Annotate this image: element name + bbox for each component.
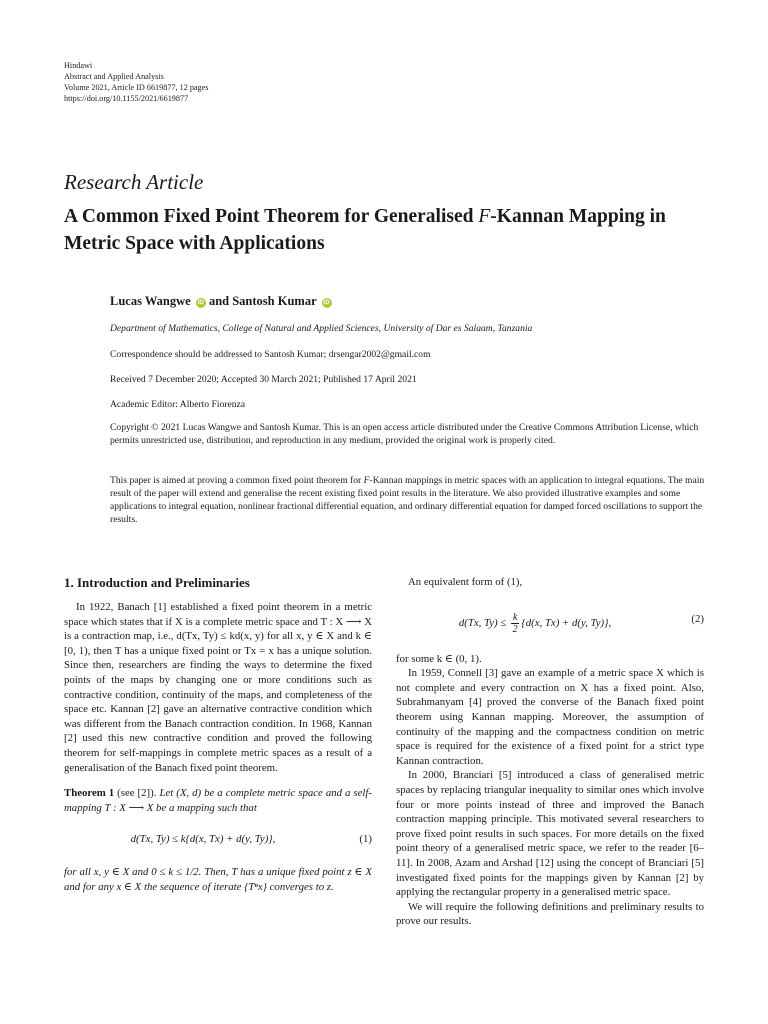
equation-2 [396, 596, 704, 646]
abstract-text-1: This paper is aimed at proving a common fixed point theorem for [110, 475, 364, 486]
author-1[interactable]: Lucas Wangwe [110, 294, 191, 308]
equation-2-rhs: {d(x, Tx) + d(y, Ty)}, [521, 616, 612, 629]
title-part-1: A Common Fixed Point Theorem for Generalised [64, 206, 479, 227]
paragraph-connell: In 1959, Connell [3] gave an example of a metric space X which is not complete and every contraction on X has a fixed point. Also, Subrahmanyam [4] proved the converse of the Banach fixed point theorem using Kannan mapping. Moreover, the assumption of continuity of the mapping and the compactness condition on metric space is required for the existence of a fixed point for a strict type Kannan contraction. [396, 667, 704, 767]
right-column [396, 575, 704, 929]
title-italic: F [478, 206, 491, 227]
author-list [110, 294, 332, 309]
equation-1-expr: d(Tx, Ty) ≤ k{d(x, Tx) + d(y, Ty)}, [130, 833, 276, 846]
article-title [64, 203, 704, 257]
abstract-italic: F [363, 475, 370, 486]
copyright-notice: Copyright © 2021 Lucas Wangwe and Santosh Kumar. This is an open access article distributed under the Creative Commons Attribution License, which permits unrestricted use, distribution, and reproduction in any medium, provided the original work is properly cited. [110, 422, 699, 446]
author-2[interactable]: Santosh Kumar [232, 294, 317, 308]
equation-2-number: (2) [691, 612, 704, 625]
equivalent-form-text: An equivalent form of (1), [408, 576, 523, 588]
author-connector: and [208, 294, 233, 308]
theorem-cite: (see [2]). [114, 787, 160, 800]
theorem-1 [64, 786, 372, 815]
paragraph-definitions: We will require the following definitions and preliminary results to prove our results. [396, 900, 704, 928]
for-some-text: for some k ∈ (0, 1). [396, 652, 482, 665]
journal-header [64, 60, 208, 104]
publisher-name: Hindawi [64, 61, 93, 70]
abstract [110, 474, 706, 526]
article-type: Research Article [64, 170, 204, 194]
equation-1-number: (1) [359, 833, 372, 846]
fraction-numerator: k [512, 611, 518, 623]
academic-editor: Academic Editor: Alberto Fiorenza [110, 399, 246, 410]
fraction-denominator: 2 [512, 623, 518, 635]
orcid-icon[interactable]: iD [323, 300, 330, 306]
doi-link[interactable]: https://doi.org/10.1155/2021/6619877 [64, 94, 189, 103]
equation-1 [64, 821, 372, 859]
equation-2-fraction [511, 612, 519, 635]
intro-paragraph: In 1922, Banach [1] established a fixed point theorem in a metric space which states that if X is a complete metric space and T : X ⟶ X is a contraction map, i.e., d(Tx, Ty) ≤ kd(x, y) for all x, y ∈ X and k ∈ [0, 1), then T has a unique fixed point or Tx = x has a unique solution. Since then, researchers are finding the ways to determine the fixed points of the maps by changing one or more conditions such as contractive condition, continuity of the maps, and completeness of the space etc. Kannan [2] gave an alternative contractive condition which was different from the Banach contraction condition. In 1968, Kannan [2] used this new contractive condition and proved the following theorem for self-mappings in complete metric spaces as a result of a generalisation of the Banach fixed point theorem. [64, 601, 372, 774]
journal-name: Abstract and Applied Analysis [64, 72, 164, 81]
theorem-text: Let (X, d) be a complete metric space and a self-mapping T : X ⟶ X be a mapping such that [64, 787, 372, 814]
affiliation: Department of Mathematics, College of Natural and Applied Sciences, University of Dar es Salaam, Tanzania [110, 323, 533, 334]
publication-dates: Received 7 December 2020; Accepted 30 March 2021; Published 17 April 2021 [110, 374, 417, 385]
equation-2-lhs: d(Tx, Ty) ≤ [458, 616, 507, 629]
abstract-text-2: -Kannan mappings in metric spaces with an application to integral equations. The main result of the paper will extend and generalise the recent existing fixed point results in the literature. We also provided illustrative examples and some applications to integral equation, nonlinear fractional differential equation, and ordinary differential equation for damped forced oscillations to support the results. [110, 475, 705, 525]
theorem-conclusion: for all x, y ∈ X and 0 ≤ k ≤ 1/2. Then, T has a unique fixed point z ∈ X and for any x ∈ X the sequence of iterate {Tⁿx} converges to z. [64, 866, 372, 893]
paragraph-branciari: In 2000, Branciari [5] introduced a class of generalised metric spaces by replacing triangular inequality to similar ones which involve four or more points instead of three and improved the Banach contraction mapping principle. This motivated several researchers to prove fixed point results in such spaces. For more details on the fixed point theory of a generalised metric space, we refer to the reader [6–11]. In 2008, Azam and Arshad [12] using the concept of Branciari [5] investigated fixed points for the mappings given by Kannan [2] by applying the rectangular property in a generalised metric space. [396, 769, 704, 899]
equation-2-expr [396, 612, 674, 635]
volume-info: Volume 2021, Article ID 6619877, 12 pages [64, 83, 209, 92]
correspondence: Correspondence should be addressed to Santosh Kumar; drsengar2002@gmail.com [110, 349, 431, 360]
theorem-label: Theorem 1 [64, 787, 115, 800]
left-column [64, 575, 372, 895]
section-heading: 1. Introduction and Preliminaries [64, 575, 250, 590]
orcid-icon[interactable]: iD [197, 300, 204, 306]
title-part-2: -Kannan Mapping in Metric Space with Applications [64, 206, 666, 254]
